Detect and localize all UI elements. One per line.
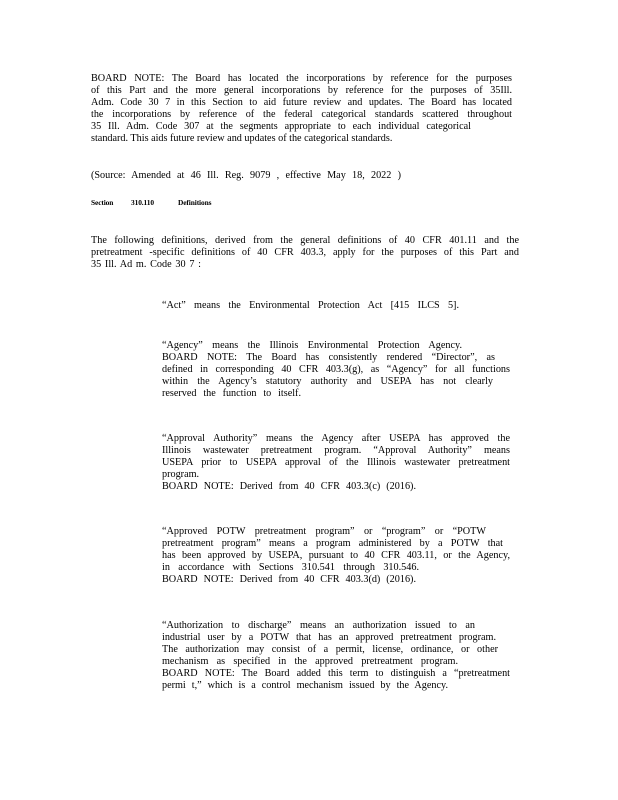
text-line: in accordance with Sections 310.541 through 310.546. (162, 562, 419, 573)
section-number: 310.110 (131, 198, 154, 207)
text-line: pretreatment -specific definitions of 40 CFR 403.3, apply for the purposes of this Part and (91, 247, 519, 258)
text-line: program. (162, 469, 200, 480)
text-line: pretreatment program” means a program administered by a POTW that (162, 538, 503, 549)
text-line: of this Part and the more general incorporations by reference for the purposes of 35Ill. (91, 85, 512, 96)
text-line: BOARD NOTE: Derived from 40 CFR 403.3(c) (2016). (162, 481, 416, 492)
source-note (91, 170, 411, 182)
text-line: “Approved POTW pretreatment program” or “program” or “POTW (162, 526, 486, 537)
text-line: BOARD NOTE: The Board has located the incorporations by reference for the purposes (91, 73, 512, 84)
text-line: The following definitions, derived from the general definitions of 40 CFR 401.11 and the (91, 235, 519, 246)
text-line: standard. This aids future review and updates of the categorical standards. (91, 133, 393, 144)
text-line: reserved the function to itself. (162, 388, 301, 399)
section-label: Section (91, 198, 114, 207)
definition-agency (162, 340, 510, 400)
board-note-paragraph (91, 73, 512, 145)
text-line: has been approved by USEPA, pursuant to 40 CFR 403.11, or the Agency, (162, 550, 510, 561)
text-line: the incorporations by reference of the federal categorical standards scattered throughout (91, 109, 512, 120)
section-title: Definitions (178, 198, 212, 207)
text-line: “Authorization to discharge” means an authorization issued to an (162, 620, 475, 631)
text-line: BOARD NOTE: The Board has consistently rendered “Director”, as (162, 352, 495, 363)
text-line: Illinois wastewater pretreatment program. “Approval Authority” means (162, 445, 510, 456)
text-line: Adm. Code 30 7 in this Section to aid future review and updates. The Board has located (91, 97, 512, 108)
intro-paragraph (91, 235, 519, 271)
text-line: BOARD NOTE: Derived from 40 CFR 403.3(d) (2016). (162, 574, 416, 585)
text-line: USEPA prior to USEPA approval of the Illinois wastewater pretreatment (162, 457, 510, 468)
text-line: defined in corresponding 40 CFR 403.3(g), as “Agency” for all functions (162, 364, 510, 375)
text-line: “Approval Authority” means the Agency after USEPA has approved the (162, 433, 510, 444)
text-line: BOARD NOTE: The Board added this term to distinguish a “pretreatment (162, 668, 510, 679)
text-line: mechanism as specified in the approved pretreatment program. (162, 656, 458, 667)
text-line: within the Agency’s statutory authority and USEPA has not clearly (162, 376, 493, 387)
text-line: The authorization may consist of a permit, license, ordinance, or other (162, 644, 498, 655)
definition-approved-potw-pretreatment-program (162, 526, 510, 586)
text-line: 35 Ill. Adm. Code 307 at the segments appropriate to each individual categorical (91, 121, 471, 132)
text-line: permi t,” which is a control mechanism issued by the Agency. (162, 680, 448, 691)
definition-act (162, 300, 462, 312)
text-line: (Source: Amended at 46 Ill. Reg. 9079 , effective May 18, 2022 ) (91, 170, 401, 181)
text-line: 35 Ill. Ad m. Code 30 7 : (91, 259, 201, 270)
text-line: “Agency” means the Illinois Environmental Protection Agency. (162, 340, 462, 351)
text-line: “Act” means the Environmental Protection Act [415 ILCS 5]. (162, 300, 459, 311)
definition-authorization-to-discharge (162, 620, 510, 692)
section-heading (91, 198, 211, 208)
definition-approval-authority (162, 433, 510, 493)
text-line: industrial user by a POTW that has an approved pretreatment program. (162, 632, 496, 643)
